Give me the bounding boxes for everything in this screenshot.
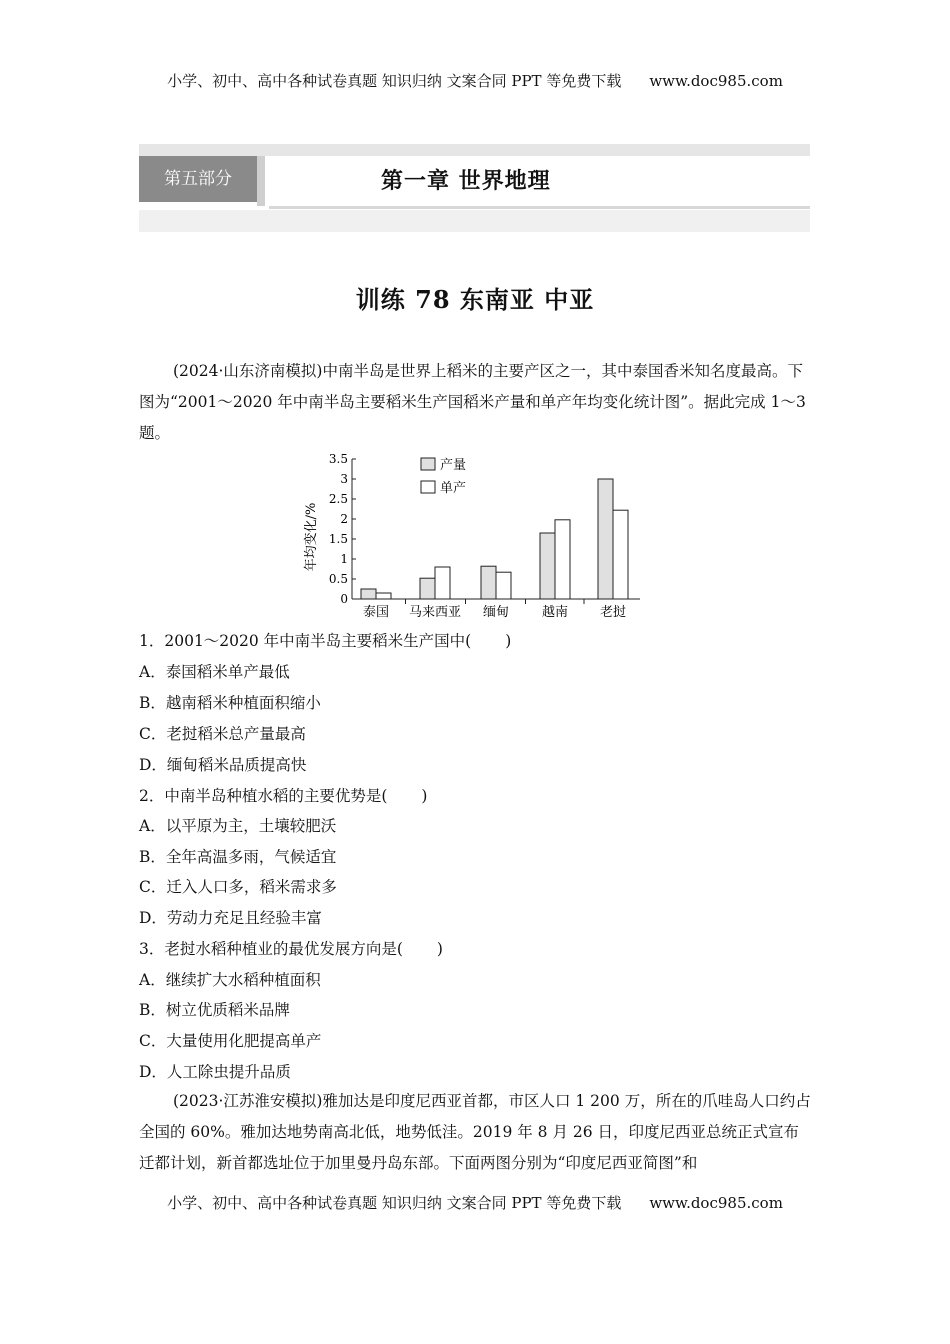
y-tick-label: 3.5	[328, 452, 348, 466]
question-stem: 1．2001～2020 年中南半岛主要稻米生产国中(	[139, 632, 472, 650]
bar-产量-马来西亚	[420, 578, 435, 599]
page-header	[0, 70, 950, 91]
lesson-title: 训练 78 东南亚 中亚	[355, 285, 595, 314]
option-2c[interactable]: C．迁入人口多，稻米需求多	[139, 878, 337, 896]
y-axis-label: 年均变化/%	[304, 502, 319, 572]
bar-产量-老挝	[598, 479, 613, 599]
bar-单产-马来西亚	[435, 567, 450, 599]
option-2a[interactable]: A．以平原为主，土壤较肥沃	[139, 817, 337, 835]
question-stem: 2．中南半岛种植水稻的主要优势是(	[139, 787, 388, 805]
y-tick-label: 0.5	[328, 572, 348, 586]
page-footer	[0, 1192, 950, 1213]
legend-label: 单产	[440, 481, 467, 496]
bar-单产-老挝	[613, 510, 628, 599]
option-3d[interactable]: D．人工除虫提升品质	[139, 1063, 291, 1081]
question-close: )	[436, 940, 443, 958]
banner-top-bar	[139, 144, 810, 156]
x-tick-label: 老挝	[599, 605, 627, 620]
banner-bottom-bar	[139, 210, 810, 232]
bar-chart	[300, 447, 645, 625]
x-tick-label: 泰国	[362, 605, 390, 620]
y-tick-label: 1	[340, 552, 348, 566]
question-3	[139, 938, 443, 960]
option-3c[interactable]: C．大量使用化肥提高单产	[139, 1032, 322, 1050]
option-1c[interactable]: C．老挝稻米总产量最高	[139, 725, 306, 743]
part-tab: 第五部分	[139, 156, 257, 202]
option-1d[interactable]: D．缅甸稻米品质提高快	[139, 756, 307, 774]
footer-text: 小学、初中、高中各种试卷真题 知识归纳 文案合同 PPT 等免费下载	[167, 1194, 622, 1212]
chapter-title: 第一章 世界地理	[381, 168, 551, 194]
question-close: )	[505, 632, 512, 650]
section-banner	[139, 144, 810, 232]
question-1	[139, 630, 511, 652]
bar-单产-越南	[555, 520, 570, 599]
legend-swatch-单产	[421, 481, 435, 493]
y-tick-label: 3	[340, 472, 348, 486]
bar-单产-缅甸	[496, 572, 511, 599]
bar-产量-越南	[540, 533, 555, 599]
question-stem: 3．老挝水稻种植业的最优发展方向是(	[139, 940, 403, 958]
bar-产量-泰国	[361, 589, 376, 599]
option-2b[interactable]: B．全年高温多雨，气候适宜	[139, 848, 337, 866]
question-2	[139, 785, 427, 807]
intro-paragraph-2: (2023·江苏淮安模拟)雅加达是印度尼西亚首都，市区人口 1 200 万，所在的爪哇岛人口约占全国的 60%。雅加达地势南高北低，地势低洼。2019 年 8 月 26 日，印度尼西亚总统正式宣布迁都计划，新首都选址位于加里曼丹岛东部。下面两图分别为“印度尼西亚简图”和	[139, 1092, 811, 1172]
y-tick-label: 2.5	[328, 492, 348, 506]
x-tick-label: 马来西亚	[408, 605, 462, 620]
option-3a[interactable]: A．继续扩大水稻种植面积	[139, 971, 321, 989]
bar-产量-缅甸	[481, 566, 496, 599]
legend-label: 产量	[440, 458, 467, 473]
y-tick-label: 2	[340, 512, 348, 526]
footer-url[interactable]: www.doc985.com	[649, 1194, 783, 1212]
option-1b[interactable]: B．越南稻米种植面积缩小	[139, 694, 321, 712]
y-tick-label: 0	[340, 592, 348, 606]
chapter-box	[269, 156, 810, 209]
header-url[interactable]: www.doc985.com	[649, 72, 783, 90]
header-text: 小学、初中、高中各种试卷真题 知识归纳 文案合同 PPT 等免费下载	[167, 72, 622, 90]
question-close: )	[421, 787, 428, 805]
bar-单产-泰国	[376, 593, 391, 599]
legend-swatch-产量	[421, 458, 435, 470]
option-2d[interactable]: D．劳动力充足且经验丰富	[139, 909, 322, 927]
option-1a[interactable]: A．泰国稻米单产最低	[139, 663, 290, 681]
option-3b[interactable]: B．树立优质稻米品牌	[139, 1001, 290, 1019]
intro-paragraph-1: (2024·山东济南模拟)中南半岛是世界上稻米的主要产区之一，其中泰国香米知名度最高。下图为“2001～2020 年中南半岛主要稻米生产国稻米产量和单产年均变化统计图”。据此完成 1～3 题。	[139, 362, 806, 442]
x-tick-label: 越南	[541, 605, 569, 620]
part-tab-shadow	[257, 156, 265, 206]
y-tick-label: 1.5	[328, 532, 348, 546]
x-tick-label: 缅甸	[482, 605, 510, 620]
